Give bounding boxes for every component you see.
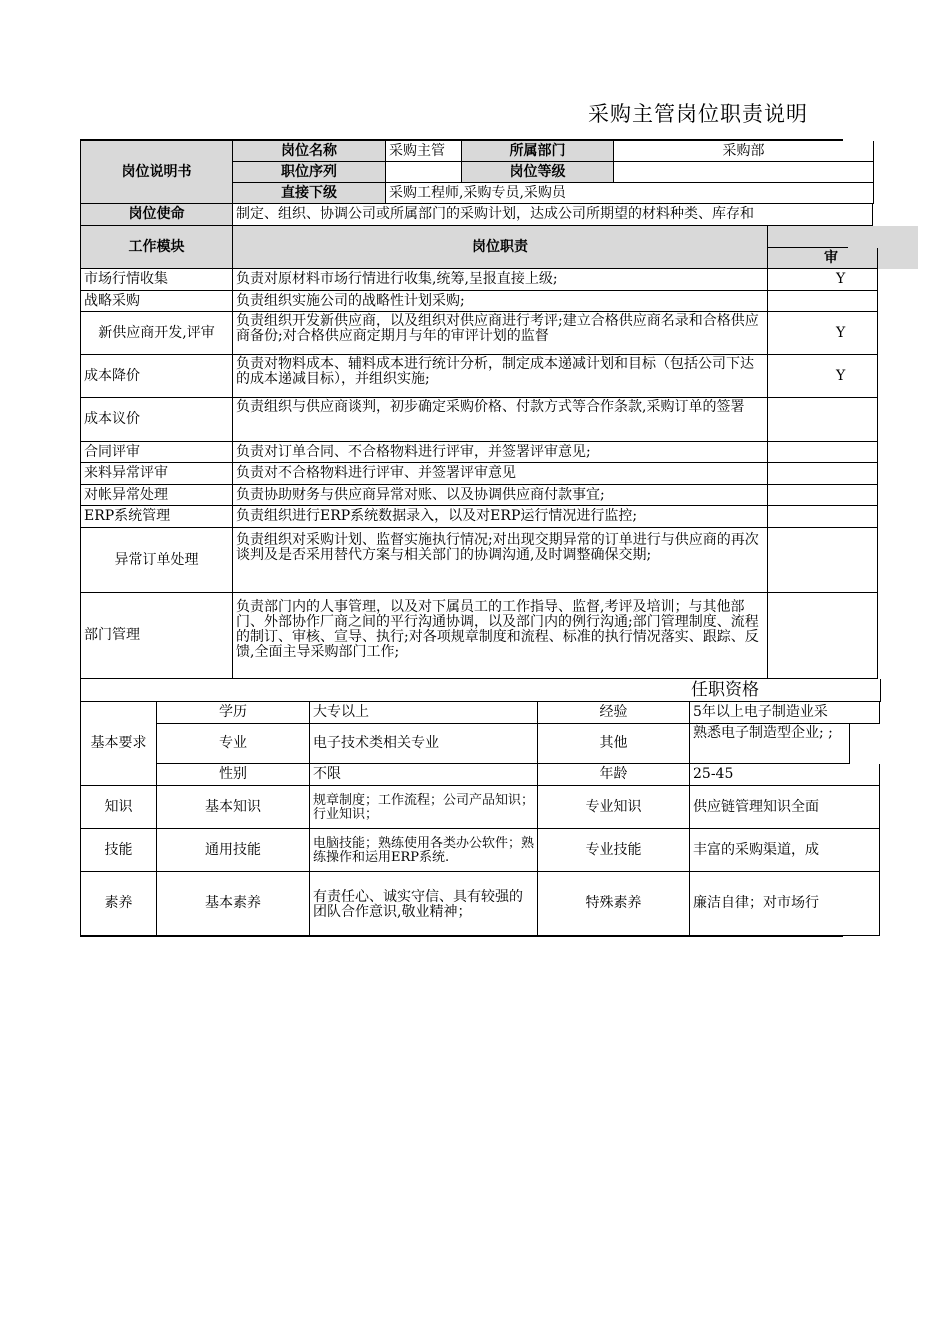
basic-quality-value: 有责任心、诚实守信、具有较强的团队合作意识,敬业精神；	[310, 872, 538, 936]
grade-label: 岗位等级	[462, 162, 614, 183]
duty-text: 负责对订单合同、不合格物料进行评审，并签署评审意见;	[233, 442, 768, 463]
department-value: 采购部	[614, 141, 874, 162]
duty-module: 新供应商开发,评审	[81, 312, 233, 355]
gender-label: 性别	[157, 764, 310, 786]
duty-module: 合同评审	[81, 442, 233, 463]
duty-module: 市场行情收集	[81, 269, 233, 291]
pro-knowledge-label: 专业知识	[538, 786, 690, 829]
position-name-value: 采购主管	[386, 141, 462, 162]
gender-value: 不限	[310, 764, 538, 786]
subordinates-value: 采购工程师,采购专员,采购员	[386, 183, 874, 204]
duty-module: 异常订单处理	[81, 528, 233, 593]
basic-knowledge-value: 规章制度；工作流程；公司产品知识；行业知识；	[310, 786, 538, 829]
mission-value: 制定、组织、协调公司或所属部门的采购计划，达成公司所期望的材料种类、库存和	[233, 204, 873, 226]
experience-value: 5年以上电子制造业采	[690, 702, 880, 724]
subordinates-label: 直接下级	[233, 183, 386, 204]
knowledge-group: 知识	[81, 786, 157, 829]
education-label: 学历	[157, 702, 310, 724]
basic-knowledge-label: 基本知识	[157, 786, 310, 829]
duty-module: 来料异常评审	[81, 463, 233, 485]
duty-mark	[768, 485, 878, 506]
special-quality-label: 特殊素养	[538, 872, 690, 936]
duty-module: 成本议价	[81, 398, 233, 442]
duty-text: 负责组织实施公司的战略性计划采购;	[233, 291, 768, 312]
duty-mark: Y	[768, 312, 878, 355]
duty-mark: Y	[768, 355, 878, 398]
special-quality-value: 廉洁自律；对市场行	[690, 872, 880, 936]
duty-text: 负责对原材料市场行情进行收集,统筹,呈报直接上级;	[233, 269, 768, 291]
module-header: 工作模块	[81, 226, 233, 269]
duty-module: 部门管理	[81, 593, 233, 679]
quality-group: 素养	[81, 872, 157, 936]
doc-label: 岗位说明书	[81, 141, 233, 204]
major-value: 电子技术类相关专业	[310, 724, 538, 764]
duty-module: 成本降价	[81, 355, 233, 398]
duty-text: 负责对物料成本、辅料成本进行统计分析，制定成本递减计划和目标（包括公司下达的成本递减目标），并组织实施;	[233, 355, 768, 398]
age-label: 年龄	[538, 764, 690, 786]
position-name-label: 岗位名称	[233, 141, 386, 162]
duty-text: 负责协助财务与供应商异常对账、以及协调供应商付款事宜;	[233, 485, 768, 506]
duty-mark	[768, 593, 878, 679]
duty-text: 负责组织与供应商谈判，初步确定采购价格、付款方式等合作条款,采购订单的签署	[233, 398, 768, 442]
duty-text: 负责部门内的人事管理，以及对下属员工的工作指导、监督,考评及培训；与其他部门、外部协作厂商之间的平行沟通协调，以及部门内的例行沟通;部门管理制度、流程的制订、审核、宣导、执行;对各项规章制度和流程、标准的执行情况落实、跟踪、反馈,全面主导采购部门工作;	[233, 593, 768, 679]
skill-group: 技能	[81, 829, 157, 872]
general-skill-label: 通用技能	[157, 829, 310, 872]
series-label: 职位序列	[233, 162, 386, 183]
series-value	[386, 162, 462, 183]
pro-skill-label: 专业技能	[538, 829, 690, 872]
other-label: 其他	[538, 724, 690, 764]
general-skill-value: 电脑技能；熟练使用各类办公软件；熟练操作和运用ERP系统.	[310, 829, 538, 872]
basic-group: 基本要求	[81, 702, 157, 786]
pro-skill-value: 丰富的采购渠道，成	[690, 829, 880, 872]
approval-header: 审	[768, 248, 878, 269]
duty-header: 岗位职责	[233, 226, 768, 269]
qualification-title: 任职资格	[81, 679, 881, 702]
duty-module: ERP系统管理	[81, 506, 233, 528]
duty-text: 负责对不合格物料进行评审、并签署评审意见	[233, 463, 768, 485]
grade-value	[614, 162, 874, 183]
duty-mark	[768, 442, 878, 463]
duty-mark	[768, 463, 878, 485]
duty-module: 对帐异常处理	[81, 485, 233, 506]
duty-mark: Y	[768, 269, 878, 291]
experience-label: 经验	[538, 702, 690, 724]
duty-module: 战略采购	[81, 291, 233, 312]
pro-knowledge-value: 供应链管理知识全面	[690, 786, 880, 829]
other-value: 熟悉电子制造型企业; ;	[690, 724, 850, 764]
mission-label: 岗位使命	[81, 204, 233, 226]
basic-quality-label: 基本素养	[157, 872, 310, 936]
education-value: 大专以上	[310, 702, 538, 724]
duty-mark	[768, 506, 878, 528]
department-label: 所属部门	[462, 141, 614, 162]
duty-mark	[768, 398, 878, 442]
age-value: 25-45	[690, 764, 880, 786]
duty-text: 负责组织对采购计划、监督实施执行情况;对出现交期异常的订单进行与供应商的再次谈判及是否采用替代方案与相关部门的协调沟通,及时调整确保交期;	[233, 528, 768, 593]
page-title: 采购主管岗位职责说明	[588, 102, 808, 126]
duty-text: 负责组织进行ERP系统数据录入，以及对ERP运行情况进行监控;	[233, 506, 768, 528]
duty-mark	[768, 291, 878, 312]
duty-mark	[768, 528, 878, 593]
major-label: 专业	[157, 724, 310, 764]
duty-text: 负责组织开发新供应商，以及组织对供应商进行考评;建立合格供应商名录和合格供应商备份;对合格供应商定期月与年的审评计划的监督	[233, 312, 768, 355]
